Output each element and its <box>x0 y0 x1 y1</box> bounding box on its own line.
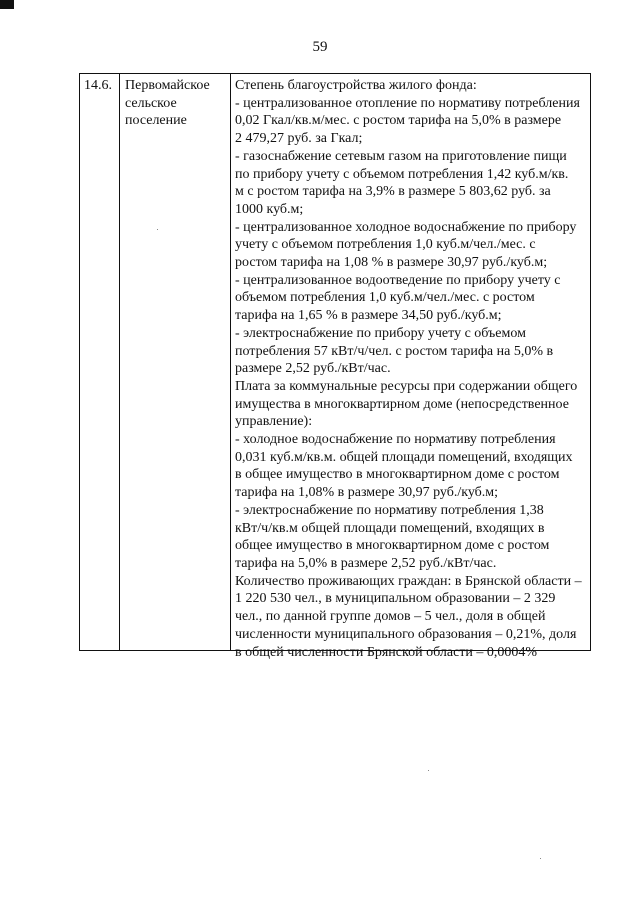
description-line: Степень благоустройства жилого фонда: <box>235 78 477 93</box>
description-line: учету с объемом потребления 1,0 куб.м/чел./мес. с <box>235 237 536 253</box>
scan-speck <box>428 770 429 771</box>
description-line: имущества в многоквартирном доме (непосредственное <box>235 396 569 412</box>
description-line: - электроснабжение по нормативу потребления 1,38 <box>235 502 544 518</box>
description-line: тарифа на 5,0% в размере 2,52 руб./кВт/час. <box>235 555 497 571</box>
description-line: ростом тарифа на 1,08 % в размере 30,97 руб./куб.м; <box>235 255 548 271</box>
description-line: кВт/ч/кв.м общей площади помещений, входящих в <box>235 520 545 536</box>
description-line: чел., по данной группе домов – 5 чел., доля в общей <box>235 609 546 625</box>
description-line: тарифа на 1,65 % в размере 34,50 руб./куб.м; <box>235 308 502 324</box>
description-line: общее имущество в многоквартирном доме с ростом <box>235 538 550 554</box>
scan-corner-mark <box>0 0 14 9</box>
description-line: - централизованное отопление по нормативу потребления <box>235 95 580 111</box>
tariff-table <box>79 73 591 660</box>
scan-speck <box>540 858 541 859</box>
description-line: Плата за коммунальные ресурсы при содержании общего <box>235 378 578 394</box>
settlement-name-cell <box>125 77 229 130</box>
description-line: потребления 57 кВт/ч/чел. с ростом тарифа на 5,0% в <box>235 343 554 359</box>
settlement-name-line: Первомайское <box>125 78 210 93</box>
description-line: м с ростом тарифа на 3,9% в размере 5 803,62 руб. за <box>235 184 551 200</box>
description-line: управление): <box>235 414 313 430</box>
description-line: в общей численности Брянской области – 0,0004% <box>235 644 538 660</box>
description-line: в общее имущество в многоквартирном доме с ростом <box>235 467 560 483</box>
description-line: размере 2,52 руб./кВт/час. <box>235 361 391 377</box>
settlement-name-line: сельское <box>125 95 177 111</box>
description-line: - централизованное холодное водоснабжение по прибору <box>235 219 577 235</box>
description-line: - электроснабжение по прибору учету с объемом <box>235 325 526 341</box>
description-line: - газоснабжение сетевым газом на приготовление пищи <box>235 148 567 164</box>
description-line: - холодное водоснабжение по нормативу потребления <box>235 432 556 448</box>
description-line: 1 220 530 чел., в муниципальном образовании – 2 329 <box>235 591 556 607</box>
description-line: объемом потребления 1,0 куб.м/чел./мес. с ростом <box>235 290 535 306</box>
description-line: по прибору учету с объемом потребления 1,42 куб.м/кв. <box>235 166 569 182</box>
scan-speck <box>157 229 158 230</box>
description-line: тарифа на 1,08% в размере 30,97 руб./куб.м; <box>235 485 499 501</box>
description-line: 0,02 Гкал/кв.м/мес. с ростом тарифа на 5,0% в размере <box>235 113 562 129</box>
column-divider <box>119 74 120 650</box>
description-line: 0,031 куб.м/кв.м. общей площади помещений, входящих <box>235 449 573 465</box>
row-number-cell: 14.6. <box>84 78 112 93</box>
description-line: численности муниципального образования – 0,21%, доля <box>235 626 577 642</box>
settlement-name-line: поселение <box>125 113 187 128</box>
description-line: - централизованное водоотведение по прибору учету с <box>235 272 561 288</box>
description-line: 2 479,27 руб. за Гкал; <box>235 131 363 147</box>
description-cell <box>235 77 590 661</box>
description-line: Количество проживающих граждан: в Брянской области – <box>235 573 582 589</box>
description-line: 1000 куб.м; <box>235 201 304 217</box>
column-divider <box>230 74 231 650</box>
page-number: 59 <box>312 39 328 55</box>
